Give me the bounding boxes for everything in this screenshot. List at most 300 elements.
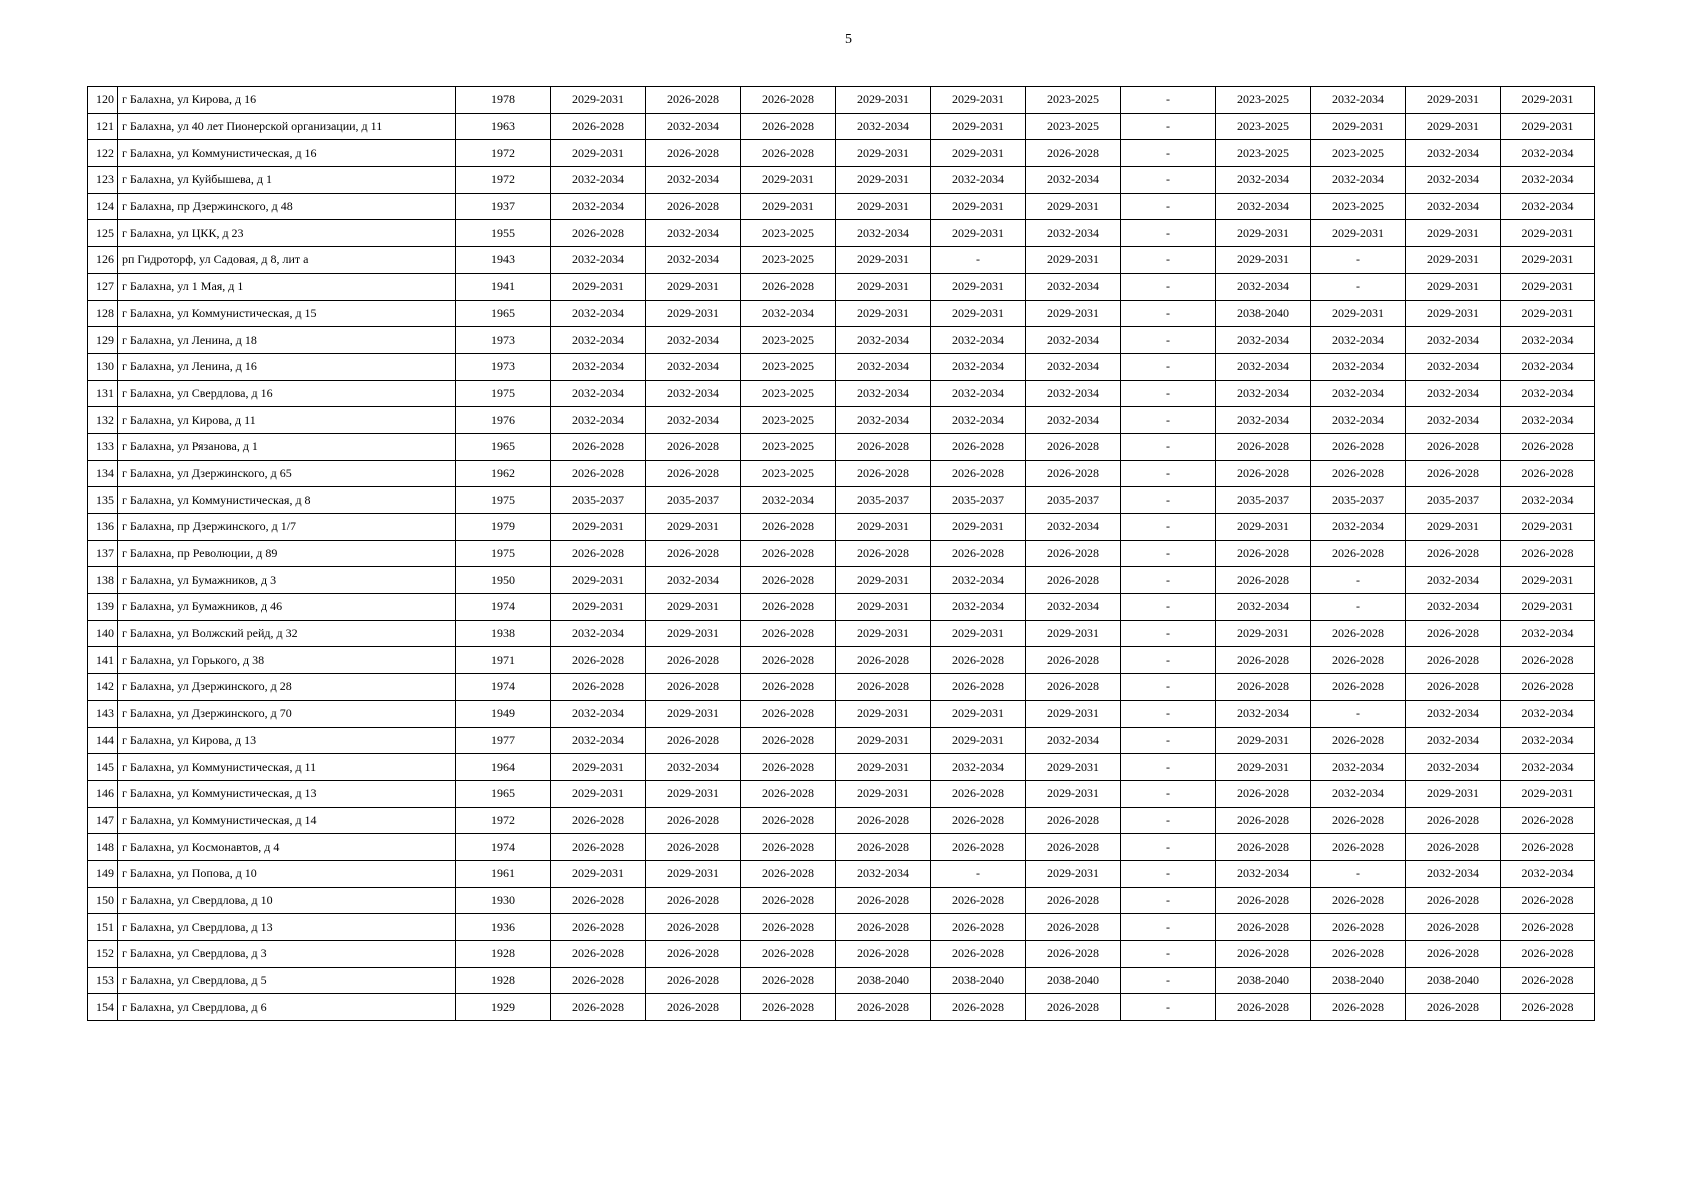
table-row	[88, 567, 1595, 594]
period-cell: 2029-2031	[551, 780, 646, 807]
period-cell: 2029-2031	[836, 193, 931, 220]
period-cell: 2026-2028	[1216, 780, 1311, 807]
period-cell: 2029-2031	[741, 167, 836, 194]
period-cell: -	[931, 860, 1026, 887]
period-cell: 2026-2028	[741, 620, 836, 647]
year-built-cell: 1975	[456, 380, 551, 407]
period-cell: 2026-2028	[1406, 540, 1501, 567]
year-built-cell: 1949	[456, 700, 551, 727]
period-cell: 2029-2031	[1406, 514, 1501, 541]
table-row	[88, 460, 1595, 487]
address-cell: г Балахна, ул Куйбышева, д 1	[118, 167, 456, 194]
year-built-cell: 1973	[456, 353, 551, 380]
year-built-cell: 1950	[456, 567, 551, 594]
period-cell: 2032-2034	[1311, 353, 1406, 380]
period-cell: 2029-2031	[836, 273, 931, 300]
period-cell: 2029-2031	[1406, 300, 1501, 327]
address-cell: г Балахна, ул Кирова, д 13	[118, 727, 456, 754]
period-cell: 2026-2028	[931, 460, 1026, 487]
period-cell: 2026-2028	[1311, 887, 1406, 914]
period-cell: 2032-2034	[1026, 594, 1121, 621]
period-cell: 2032-2034	[646, 380, 741, 407]
period-cell: 2035-2037	[1216, 487, 1311, 514]
year-built-cell: 1976	[456, 407, 551, 434]
year-built-cell: 1964	[456, 754, 551, 781]
period-cell: 2023-2025	[741, 353, 836, 380]
period-cell: 2026-2028	[1026, 460, 1121, 487]
period-cell: 2026-2028	[741, 887, 836, 914]
period-cell: 2026-2028	[836, 834, 931, 861]
period-cell: 2029-2031	[1311, 300, 1406, 327]
row-number-cell: 154	[88, 994, 118, 1021]
period-cell: 2023-2025	[1216, 113, 1311, 140]
period-cell: 2032-2034	[1406, 327, 1501, 354]
year-built-cell: 1974	[456, 674, 551, 701]
period-cell: 2026-2028	[931, 834, 1026, 861]
address-cell: рп Гидроторф, ул Садовая, д 8, лит а	[118, 247, 456, 274]
period-cell: 2032-2034	[931, 567, 1026, 594]
period-cell: 2026-2028	[741, 967, 836, 994]
period-cell: 2026-2028	[741, 113, 836, 140]
period-cell: 2026-2028	[1501, 460, 1595, 487]
period-cell: 2029-2031	[931, 87, 1026, 114]
period-cell: 2026-2028	[1216, 941, 1311, 968]
period-cell: 2032-2034	[646, 247, 741, 274]
address-cell: г Балахна, ул ЦКК, д 23	[118, 220, 456, 247]
period-cell: 2032-2034	[1216, 380, 1311, 407]
period-cell: 2023-2025	[741, 407, 836, 434]
period-cell: 2032-2034	[551, 700, 646, 727]
period-cell: 2029-2031	[931, 273, 1026, 300]
period-cell: -	[1121, 914, 1216, 941]
period-cell: 2029-2031	[931, 700, 1026, 727]
period-cell: 2032-2034	[1406, 567, 1501, 594]
period-cell: 2026-2028	[1311, 540, 1406, 567]
period-cell: -	[1121, 140, 1216, 167]
period-cell: 2029-2031	[646, 273, 741, 300]
period-cell: 2032-2034	[1216, 273, 1311, 300]
year-built-cell: 1975	[456, 487, 551, 514]
table-row	[88, 834, 1595, 861]
period-cell: 2026-2028	[741, 87, 836, 114]
period-cell: 2023-2025	[1311, 193, 1406, 220]
period-cell: 2026-2028	[1216, 834, 1311, 861]
period-cell: 2029-2031	[1216, 727, 1311, 754]
period-cell: -	[1121, 567, 1216, 594]
period-cell: -	[1121, 433, 1216, 460]
period-cell: 2032-2034	[1406, 353, 1501, 380]
period-cell: 2026-2028	[1406, 994, 1501, 1021]
period-cell: 2029-2031	[931, 193, 1026, 220]
period-cell: 2032-2034	[1026, 407, 1121, 434]
period-cell: 2032-2034	[1026, 353, 1121, 380]
year-built-cell: 1965	[456, 300, 551, 327]
period-cell: -	[1121, 220, 1216, 247]
period-cell: 2038-2040	[1216, 967, 1311, 994]
period-cell: 2029-2031	[1026, 860, 1121, 887]
period-cell: 2032-2034	[1406, 167, 1501, 194]
period-cell: 2029-2031	[551, 514, 646, 541]
period-cell: 2026-2028	[741, 860, 836, 887]
table-row	[88, 727, 1595, 754]
period-cell: 2026-2028	[1311, 674, 1406, 701]
period-cell: 2032-2034	[1501, 487, 1595, 514]
period-cell: 2026-2028	[1311, 941, 1406, 968]
period-cell: -	[1121, 273, 1216, 300]
row-number-cell: 153	[88, 967, 118, 994]
period-cell: 2032-2034	[1216, 407, 1311, 434]
year-built-cell: 1972	[456, 167, 551, 194]
period-cell: 2032-2034	[1026, 327, 1121, 354]
period-cell: 2029-2031	[931, 620, 1026, 647]
period-cell: 2032-2034	[1216, 860, 1311, 887]
period-cell: 2026-2028	[741, 807, 836, 834]
period-cell: 2026-2028	[741, 994, 836, 1021]
period-cell: 2029-2031	[1216, 754, 1311, 781]
row-number-cell: 139	[88, 594, 118, 621]
period-cell: -	[1121, 380, 1216, 407]
period-cell: 2026-2028	[1406, 941, 1501, 968]
period-cell: 2026-2028	[741, 567, 836, 594]
period-cell: 2026-2028	[1501, 834, 1595, 861]
row-number-cell: 134	[88, 460, 118, 487]
table-row	[88, 860, 1595, 887]
period-cell: 2029-2031	[1501, 567, 1595, 594]
year-built-cell: 1936	[456, 914, 551, 941]
period-cell: -	[1121, 834, 1216, 861]
period-cell: 2026-2028	[551, 540, 646, 567]
period-cell: 2032-2034	[1501, 167, 1595, 194]
year-built-cell: 1941	[456, 273, 551, 300]
period-cell: 2026-2028	[551, 887, 646, 914]
period-cell: 2032-2034	[1501, 860, 1595, 887]
period-cell: 2026-2028	[1216, 460, 1311, 487]
page-number: 5	[845, 32, 852, 47]
period-cell: 2026-2028	[551, 941, 646, 968]
address-cell: г Балахна, ул Волжский рейд, д 32	[118, 620, 456, 647]
period-cell: 2029-2031	[1501, 594, 1595, 621]
period-cell: 2026-2028	[1501, 807, 1595, 834]
period-cell: 2026-2028	[931, 540, 1026, 567]
period-cell: -	[1121, 300, 1216, 327]
period-cell: 2032-2034	[931, 380, 1026, 407]
period-cell: 2029-2031	[1501, 113, 1595, 140]
year-built-cell: 1972	[456, 807, 551, 834]
period-cell: 2032-2034	[1216, 353, 1311, 380]
table-row	[88, 807, 1595, 834]
year-built-cell: 1979	[456, 514, 551, 541]
period-cell: 2029-2031	[1026, 193, 1121, 220]
year-built-cell: 1938	[456, 620, 551, 647]
period-cell: 2023-2025	[1311, 140, 1406, 167]
period-cell: 2026-2028	[1311, 914, 1406, 941]
period-cell: 2026-2028	[836, 994, 931, 1021]
period-cell: 2026-2028	[836, 807, 931, 834]
period-cell: 2032-2034	[836, 380, 931, 407]
period-cell: 2029-2031	[551, 87, 646, 114]
period-cell: 2032-2034	[931, 407, 1026, 434]
period-cell: 2029-2031	[1501, 514, 1595, 541]
table-row	[88, 300, 1595, 327]
period-cell: 2026-2028	[1026, 674, 1121, 701]
period-cell: -	[1121, 87, 1216, 114]
period-cell: 2026-2028	[931, 941, 1026, 968]
period-cell: 2026-2028	[1501, 967, 1595, 994]
period-cell: 2026-2028	[931, 674, 1026, 701]
table-body	[88, 87, 1595, 1021]
period-cell: 2029-2031	[1501, 87, 1595, 114]
row-number-cell: 141	[88, 647, 118, 674]
period-cell: 2029-2031	[931, 140, 1026, 167]
year-built-cell: 1961	[456, 860, 551, 887]
period-cell: 2026-2028	[646, 140, 741, 167]
period-cell: 2029-2031	[1406, 87, 1501, 114]
period-cell: 2026-2028	[1216, 914, 1311, 941]
year-built-cell: 1937	[456, 193, 551, 220]
period-cell: 2032-2034	[1026, 514, 1121, 541]
period-cell: 2026-2028	[931, 887, 1026, 914]
period-cell: 2026-2028	[836, 647, 931, 674]
period-cell: 2026-2028	[1406, 834, 1501, 861]
period-cell: 2026-2028	[836, 433, 931, 460]
period-cell: 2026-2028	[1501, 887, 1595, 914]
period-cell: 2032-2034	[836, 327, 931, 354]
period-cell: 2032-2034	[1026, 727, 1121, 754]
period-cell: 2029-2031	[1311, 113, 1406, 140]
row-number-cell: 132	[88, 407, 118, 434]
period-cell: 2026-2028	[741, 594, 836, 621]
period-cell: -	[1121, 247, 1216, 274]
period-cell: -	[1121, 674, 1216, 701]
period-cell: 2026-2028	[1311, 994, 1406, 1021]
period-cell: 2032-2034	[1406, 380, 1501, 407]
row-number-cell: 146	[88, 780, 118, 807]
period-cell: 2029-2031	[1026, 620, 1121, 647]
period-cell: 2035-2037	[1026, 487, 1121, 514]
period-cell: 2032-2034	[1406, 700, 1501, 727]
address-cell: г Балахна, ул 40 лет Пионерской организации, д 11	[118, 113, 456, 140]
period-cell: -	[1121, 780, 1216, 807]
period-cell: -	[1121, 540, 1216, 567]
row-number-cell: 150	[88, 887, 118, 914]
period-cell: 2026-2028	[836, 460, 931, 487]
period-cell: 2032-2034	[646, 167, 741, 194]
period-cell: 2029-2031	[931, 220, 1026, 247]
table-row	[88, 674, 1595, 701]
period-cell: 2032-2034	[1311, 167, 1406, 194]
address-cell: г Балахна, ул Дзержинского, д 28	[118, 674, 456, 701]
period-cell: 2029-2031	[1501, 220, 1595, 247]
table-row	[88, 647, 1595, 674]
period-cell: 2029-2031	[646, 514, 741, 541]
period-cell: 2029-2031	[931, 514, 1026, 541]
period-cell: 2026-2028	[1216, 540, 1311, 567]
period-cell: -	[1121, 887, 1216, 914]
period-cell: 2032-2034	[1311, 754, 1406, 781]
period-cell: 2026-2028	[1026, 834, 1121, 861]
period-cell: 2029-2031	[646, 780, 741, 807]
period-cell: 2026-2028	[646, 887, 741, 914]
period-cell: 2032-2034	[1501, 620, 1595, 647]
period-cell: 2029-2031	[836, 567, 931, 594]
row-number-cell: 147	[88, 807, 118, 834]
period-cell: 2029-2031	[1501, 300, 1595, 327]
address-cell: г Балахна, ул Коммунистическая, д 16	[118, 140, 456, 167]
period-cell: 2038-2040	[1311, 967, 1406, 994]
period-cell: -	[1121, 860, 1216, 887]
period-cell: 2029-2031	[1406, 780, 1501, 807]
period-cell: 2029-2031	[551, 754, 646, 781]
period-cell: 2032-2034	[646, 327, 741, 354]
table-row	[88, 87, 1595, 114]
row-number-cell: 140	[88, 620, 118, 647]
period-cell: 2032-2034	[1311, 780, 1406, 807]
period-cell: 2026-2028	[646, 967, 741, 994]
period-cell: 2026-2028	[931, 994, 1026, 1021]
table-row	[88, 220, 1595, 247]
row-number-cell: 148	[88, 834, 118, 861]
row-number-cell: 137	[88, 540, 118, 567]
period-cell: 2026-2028	[931, 914, 1026, 941]
period-cell: 2026-2028	[1406, 887, 1501, 914]
year-built-cell: 1955	[456, 220, 551, 247]
period-cell: 2023-2025	[741, 220, 836, 247]
period-cell: 2026-2028	[1026, 994, 1121, 1021]
period-cell: 2029-2031	[551, 567, 646, 594]
period-cell: 2029-2031	[1406, 220, 1501, 247]
period-cell: -	[1311, 567, 1406, 594]
period-cell: 2026-2028	[741, 941, 836, 968]
period-cell: 2035-2037	[551, 487, 646, 514]
period-cell: 2023-2025	[1026, 113, 1121, 140]
table-row	[88, 327, 1595, 354]
period-cell: 2029-2031	[1216, 247, 1311, 274]
period-cell: 2026-2028	[1311, 620, 1406, 647]
period-cell: -	[1311, 594, 1406, 621]
period-cell: 2029-2031	[1216, 620, 1311, 647]
address-cell: г Балахна, ул Бумажников, д 46	[118, 594, 456, 621]
address-cell: г Балахна, пр Дзержинского, д 48	[118, 193, 456, 220]
period-cell: 2026-2028	[1311, 727, 1406, 754]
table-row	[88, 193, 1595, 220]
period-cell: 2026-2028	[741, 273, 836, 300]
period-cell: 2026-2028	[836, 941, 931, 968]
period-cell: 2032-2034	[1501, 380, 1595, 407]
row-number-cell: 142	[88, 674, 118, 701]
table-row	[88, 353, 1595, 380]
period-cell: -	[1121, 754, 1216, 781]
period-cell: 2023-2025	[741, 460, 836, 487]
period-cell: -	[1121, 647, 1216, 674]
period-cell: 2029-2031	[1026, 247, 1121, 274]
period-cell: 2026-2028	[1216, 567, 1311, 594]
period-cell: 2029-2031	[836, 300, 931, 327]
year-built-cell: 1928	[456, 941, 551, 968]
period-cell: 2035-2037	[1311, 487, 1406, 514]
period-cell: 2026-2028	[1311, 834, 1406, 861]
period-cell: 2032-2034	[551, 380, 646, 407]
period-cell: -	[1311, 273, 1406, 300]
period-cell: 2032-2034	[551, 727, 646, 754]
period-cell: 2026-2028	[741, 914, 836, 941]
period-cell: -	[1121, 700, 1216, 727]
table-row	[88, 113, 1595, 140]
table-row	[88, 941, 1595, 968]
address-cell: г Балахна, ул Попова, д 10	[118, 860, 456, 887]
period-cell: 2026-2028	[551, 647, 646, 674]
period-cell: 2026-2028	[1026, 567, 1121, 594]
period-cell: -	[1121, 727, 1216, 754]
period-cell: 2026-2028	[1406, 674, 1501, 701]
period-cell: 2026-2028	[1311, 460, 1406, 487]
period-cell: 2026-2028	[741, 780, 836, 807]
period-cell: 2026-2028	[1026, 647, 1121, 674]
period-cell: 2026-2028	[551, 834, 646, 861]
period-cell: 2029-2031	[1406, 273, 1501, 300]
address-cell: г Балахна, ул Космонавтов, д 4	[118, 834, 456, 861]
period-cell: 2026-2028	[931, 807, 1026, 834]
table-row	[88, 433, 1595, 460]
period-cell: 2023-2025	[741, 380, 836, 407]
period-cell: 2029-2031	[836, 700, 931, 727]
period-cell: 2032-2034	[1501, 407, 1595, 434]
period-cell: 2026-2028	[551, 460, 646, 487]
period-cell: 2026-2028	[646, 647, 741, 674]
period-cell: 2032-2034	[1406, 754, 1501, 781]
period-cell: 2026-2028	[646, 193, 741, 220]
period-cell: 2032-2034	[1026, 167, 1121, 194]
period-cell: 2029-2031	[551, 140, 646, 167]
year-built-cell: 1929	[456, 994, 551, 1021]
period-cell: 2032-2034	[741, 487, 836, 514]
row-number-cell: 121	[88, 113, 118, 140]
period-cell: 2026-2028	[1501, 540, 1595, 567]
period-cell: 2035-2037	[646, 487, 741, 514]
period-cell: 2026-2028	[551, 433, 646, 460]
row-number-cell: 128	[88, 300, 118, 327]
row-number-cell: 120	[88, 87, 118, 114]
address-cell: г Балахна, ул Коммунистическая, д 8	[118, 487, 456, 514]
period-cell: 2038-2040	[836, 967, 931, 994]
period-cell: 2032-2034	[646, 353, 741, 380]
row-number-cell: 143	[88, 700, 118, 727]
period-cell: -	[1121, 113, 1216, 140]
period-cell: 2026-2028	[1026, 807, 1121, 834]
period-cell: 2026-2028	[551, 914, 646, 941]
period-cell: 2029-2031	[1501, 780, 1595, 807]
address-cell: г Балахна, ул Свердлова, д 6	[118, 994, 456, 1021]
period-cell: 2032-2034	[646, 567, 741, 594]
period-cell: 2032-2034	[1026, 380, 1121, 407]
period-cell: 2026-2028	[646, 540, 741, 567]
row-number-cell: 130	[88, 353, 118, 380]
period-cell: 2026-2028	[741, 514, 836, 541]
period-cell: -	[1121, 514, 1216, 541]
period-cell: 2029-2031	[1216, 220, 1311, 247]
period-cell: -	[1311, 247, 1406, 274]
table-row	[88, 273, 1595, 300]
period-cell: 2026-2028	[741, 140, 836, 167]
address-cell: г Балахна, ул 1 Мая, д 1	[118, 273, 456, 300]
period-cell: 2026-2028	[551, 967, 646, 994]
row-number-cell: 138	[88, 567, 118, 594]
period-cell: 2029-2031	[1026, 300, 1121, 327]
period-cell: -	[1121, 167, 1216, 194]
year-built-cell: 1963	[456, 113, 551, 140]
period-cell: 2032-2034	[1501, 727, 1595, 754]
period-cell: 2026-2028	[1216, 994, 1311, 1021]
period-cell: 2032-2034	[1311, 87, 1406, 114]
